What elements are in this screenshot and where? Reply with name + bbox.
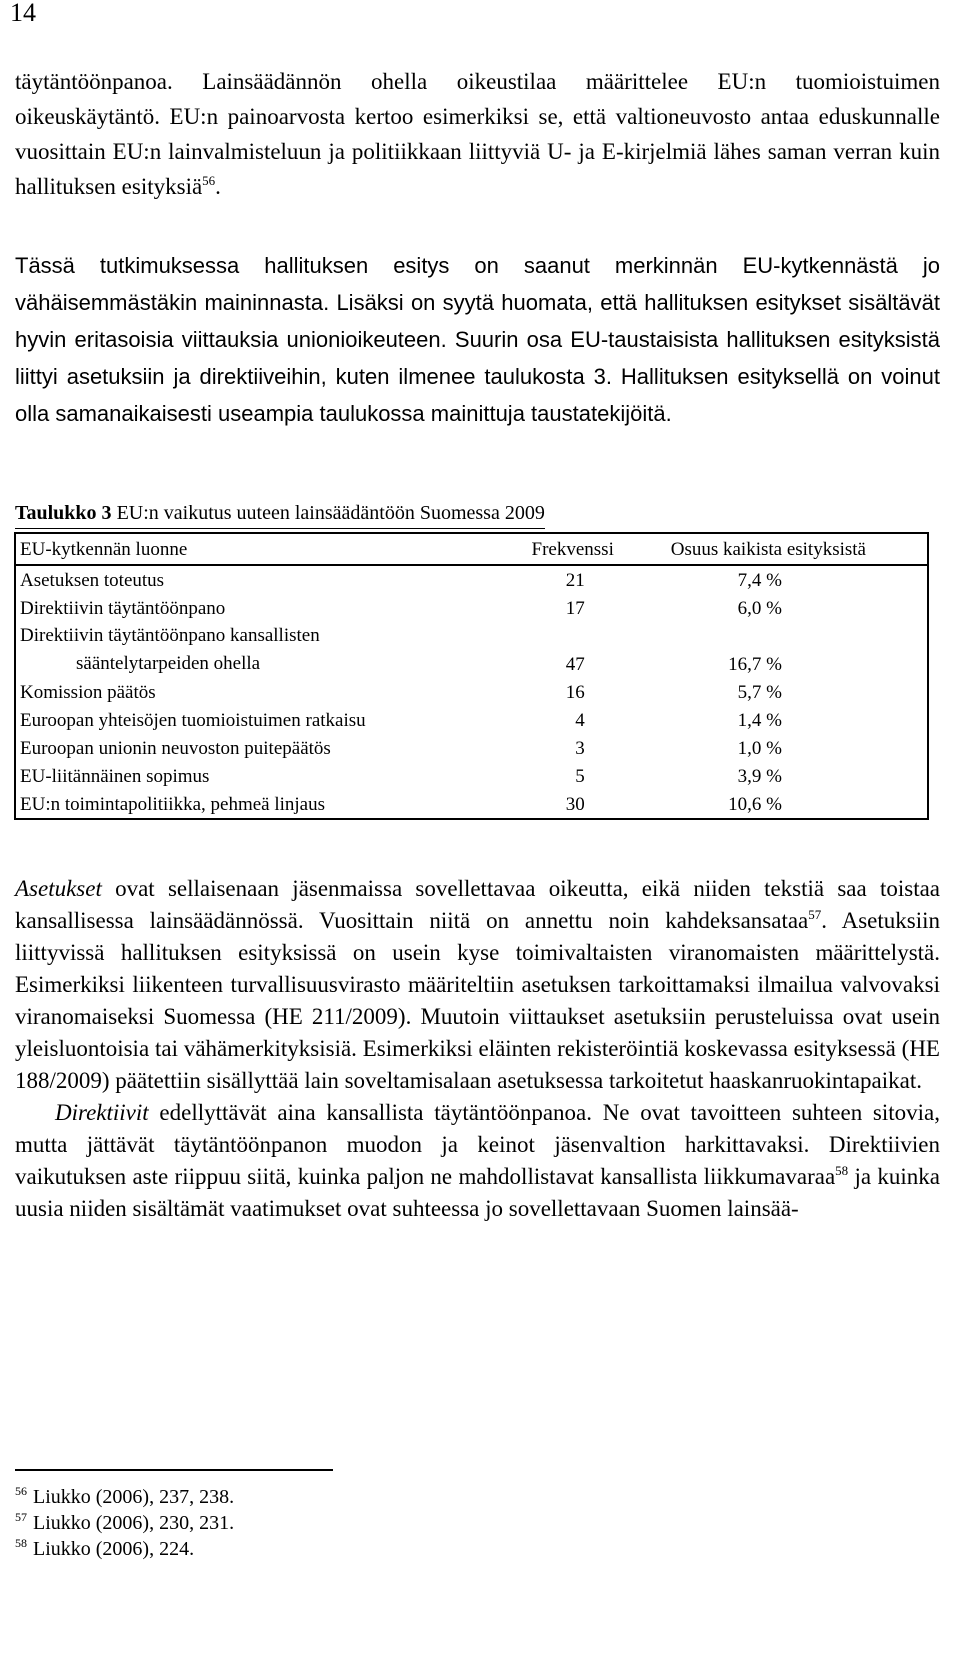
footnote-number: 56	[15, 1484, 27, 1498]
table-row	[15, 734, 928, 762]
row-type: EU:n toimintapolitiikka, pehmeä linjaus	[15, 790, 472, 819]
row-share: 7,4 %	[655, 565, 928, 594]
row-type-line-2: sääntelytarpeiden ohella	[76, 653, 261, 674]
term-regulations: Asetukset	[15, 876, 102, 901]
footnote-item	[15, 1536, 234, 1562]
row-share: 10,6 %	[655, 790, 928, 819]
header-share: Osuus kaikista esityksistä	[655, 533, 928, 565]
table-row	[15, 594, 928, 622]
footnote-number: 57	[15, 1510, 27, 1524]
row-frequency: 30	[472, 790, 655, 819]
footnote-item	[15, 1484, 234, 1510]
row-frequency: 21	[565, 569, 585, 591]
footnote-text: Liukko (2006), 230, 231.	[33, 1512, 235, 1534]
table-header-row	[15, 533, 928, 565]
row-frequency: 17	[565, 597, 585, 619]
row-type	[15, 622, 472, 678]
table-row	[15, 622, 928, 678]
row-share: 16,7 %	[655, 622, 928, 678]
row-share: 3,9 %	[655, 762, 928, 790]
row-type-line-1: Direktiivin täytäntöönpano kansallisten	[20, 625, 320, 646]
row-type: Asetuksen toteutus	[15, 565, 472, 594]
row-frequency: 5	[575, 765, 585, 787]
table-title-underline	[15, 528, 545, 530]
intro-paragraph	[15, 64, 940, 204]
paragraph-regulations	[15, 873, 940, 1097]
footnote-divider	[15, 1469, 333, 1471]
row-share: 1,4 %	[655, 706, 928, 734]
row-type: Direktiivin täytäntöönpano	[15, 594, 472, 622]
footnote-ref-58: 58	[835, 1163, 849, 1178]
body-text	[15, 873, 940, 1225]
sans-paragraph: Tässä tutkimuksessa hallituksen esitys on saanut merkinnän EU-kytkennästä jo vähäisemmästäkin maininnasta. Lisäksi on syytä huomata, että hallituksen esitykset sisältävät hyvin eritasoisia viittauksia unionioikeuteen. Suurin osa EU-taustaisista hallituksen esityksistä liittyi asetuksiin ja direktiiveihin, kuten ilmenee taulukosta 3. Hallituksen esityksellä on voinut olla samanaikaisesti useampia taulukossa mainittuja taustatekijöitä.	[15, 253, 940, 426]
table-row	[15, 762, 928, 790]
term-directives: Direktiivit	[55, 1100, 149, 1125]
row-share: 1,0 %	[655, 734, 928, 762]
paragraph-directives-text-b: ja kuinka uusia niiden sisältämät vaatimukset ovat suhteessa jo sovellettavaan Suomen lainsää-	[15, 1164, 940, 1221]
table-title	[15, 503, 545, 523]
paragraph-directives	[15, 1097, 940, 1225]
row-share: 6,0 %	[655, 594, 928, 622]
footnote-text: Liukko (2006), 224.	[33, 1538, 195, 1560]
footnote-number: 58	[15, 1536, 27, 1550]
page-number: 14	[10, 0, 36, 27]
table-row	[15, 790, 928, 819]
table-caption: EU:n vaikutus uuteen lainsäädäntöön Suomessa 2009	[111, 502, 545, 524]
intro-text-a: täytäntöönpanoa. Lainsäädännön ohella oikeustilaa määrittelee EU:n tuomioistuimen oikeuskäytäntö. EU:n painoarvosta kertoo esimerkiksi se, että valtioneuvosto antaa eduskunnalle vuosittain EU:n lainvalmisteluun ja politiikkaan liittyviä U- ja E-kirjelmiä lähes saman verran kuin hallituksen esityksiä	[15, 69, 940, 199]
footnote-text: Liukko (2006), 237, 238.	[33, 1486, 235, 1508]
row-type: Euroopan yhteisöjen tuomioistuimen ratkaisu	[15, 706, 472, 734]
table-row	[15, 565, 928, 594]
row-frequency: 16	[565, 681, 585, 703]
footnote-ref-56: 56	[202, 173, 216, 188]
row-type: Komission päätös	[15, 678, 472, 706]
header-type: EU-kytkennän luonne	[15, 533, 472, 565]
eu-influence-table	[14, 532, 929, 820]
footnote-ref-57: 57	[808, 907, 822, 922]
paragraph-regulations-text-a: ovat sellaisenaan jäsenmaissa sovellettavaa oikeutta, eikä niiden tekstiä saa toistaa kansallisessa lainsäädännössä. Vuosittain niitä on annettu noin kahdeksansataa	[15, 876, 940, 933]
paragraph-regulations-text-b: . Asetuksiin liittyvissä hallituksen esityksissä on usein kyse toimivaltaisten viranomaisten määrittelystä. Esimerkiksi liikenteen turvallisuusvirasto määriteltiin asetuksen tarkoittamaksi ilmailua valvovaksi viranomaiseksi Suomessa (HE 211/2009). Muutoin viittaukset asetuksiin perusteluissa ovat usein yleisluontoisia tai vähämerkityksisiä. Esimerkiksi eläinten rekisteröintiä koskevassa esityksessä (HE 188/2009) päätettiin sisällyttää lain soveltamisalaan asetuksessa tarkoitetut haaskanruokintapaikat.	[15, 908, 940, 1093]
row-frequency: 47	[565, 654, 585, 675]
row-type: Euroopan unionin neuvoston puitepäätös	[15, 734, 472, 762]
row-frequency: 3	[575, 737, 585, 759]
row-frequency: 4	[575, 709, 585, 731]
table-row	[15, 706, 928, 734]
row-share: 5,7 %	[655, 678, 928, 706]
footnotes	[15, 1484, 234, 1562]
footnote-item	[15, 1510, 234, 1536]
table-label: Taulukko 3	[15, 502, 112, 524]
header-frequency: Frekvenssi	[472, 533, 655, 565]
paragraph-directives-text-a: edellyttävät aina kansallista täytäntöönpanoa. Ne ovat tavoitteen suhteen sitovia, mutta jättävät täytäntöönpanon muodon ja keinot jäsenvaltion harkittavaksi. Direktiivien vaikutuksen aste riippuu siitä, kuinka paljon ne mahdollistavat kansallista liikkumavaraa	[15, 1100, 940, 1189]
intro-text-b: .	[215, 174, 221, 199]
table-row	[15, 678, 928, 706]
row-type: EU-liitännäinen sopimus	[15, 762, 472, 790]
